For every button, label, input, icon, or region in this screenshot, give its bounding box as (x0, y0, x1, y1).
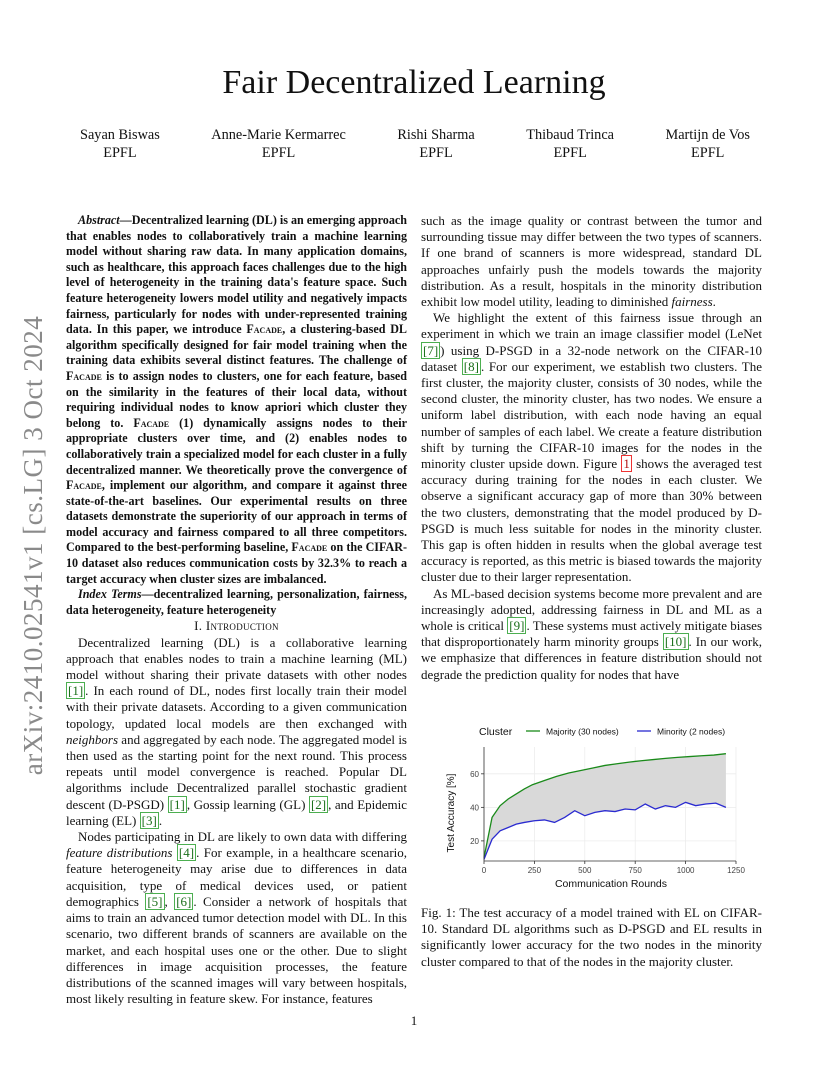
paragraph-text: . (158, 812, 163, 828)
citation-link[interactable]: [8] (463, 358, 479, 374)
author-name: Martijn de Vos (665, 127, 750, 143)
body-paragraph (66, 635, 407, 829)
abstract-dash: — (119, 213, 132, 227)
paragraph-text: shows the averaged test accuracy during training for the nodes in each cluster. We observe a significant accuracy gap of more than 30% between the two clusters, demonstrating that the model produced by D-PSGD is much less suitable for nodes in the minority cluster. This gap is often hidden in results when the global average test accuracy is reported, as this metric is biased towards the majority cluster due to their larger representation. (421, 456, 762, 585)
paragraph-text: . In each round of DL, nodes first locally train their model with their private datasets. According to a given communication topology, updated local models are then exchanged with (66, 683, 407, 731)
author (665, 126, 749, 162)
facade-name: Facade (291, 540, 328, 555)
index-terms (66, 587, 407, 618)
paragraph-text: . Consider a network of hospitals that aims to train an advanced tumor detection model with DL. In this scenario, two different brands of scanners are available on the market, and each hospital uses one or the other. Due to slight differences in image acquisition processes, the feature distributions of the scanned images will vary between hospitals, most likely resulting in feature skew. For instance, features (66, 893, 407, 1007)
accuracy-line-chart (436, 721, 756, 896)
author-affiliation: EPFL (261, 145, 296, 161)
author-name: Thibaud Trinca (526, 127, 615, 143)
paragraph-text: , (164, 893, 175, 909)
paragraph-text: such as the image quality or contrast between the tumor and surrounding tissue may differ between the two types of scanners. If one brand of scanners is more widespread, standard DL approaches unfairly push the models towards the majority distribution. As a result, hospitals in the minority distribution exhibit low model utility, leading to diminished (421, 213, 762, 310)
author-affiliation: EPFL (419, 145, 453, 161)
x-tick-label: 250 (527, 866, 542, 875)
author-affiliation: EPFL (553, 145, 587, 161)
author-name: Sayan Biswas (80, 127, 160, 143)
citation-link[interactable]: [3] (141, 812, 157, 828)
citation-link[interactable]: [7] (423, 342, 439, 358)
x-tick-label: 750 (628, 866, 642, 875)
citation-link[interactable]: [9] (509, 618, 525, 634)
paragraph-text: ) using D-PSGD in a 32-node network on the CIFAR-10 dataset (421, 342, 762, 374)
paragraph-text: , and Epidemic learning (EL) (66, 796, 408, 828)
x-tick-label: 1250 (727, 866, 745, 875)
legend-label-minority: Minority (2 nodes) (657, 726, 726, 737)
section-heading: I. Introduction (194, 618, 279, 634)
emphasized-text: fairness (671, 294, 713, 310)
accuracy-gap-area (484, 754, 726, 860)
author (526, 126, 614, 162)
body-paragraph (421, 213, 762, 310)
figure-reference-link[interactable]: 1 (623, 456, 630, 472)
paragraph-text: We highlight the extent of this fairness issue through an experiment in which we train an image classifier model (LeNet (421, 310, 762, 342)
page-number: 1 (410, 1013, 418, 1028)
facade-name: Facade (133, 415, 170, 430)
facade-name: Facade (246, 322, 283, 337)
arxiv-stamp (4, 295, 64, 795)
y-tick-label: 40 (470, 803, 479, 813)
paragraph-text: Decentralized learning (DL) is a collaborative learning approach that enables nodes to train a machine learning (ML) model without sharing their private datasets with other nodes (66, 634, 407, 683)
abstract-text: , a clustering-based DL algorithm specifically designed for fair model training when the training data exhibits several distinct features. The challenge of (66, 322, 407, 368)
author-affiliation: EPFL (691, 145, 725, 161)
body-paragraph (421, 310, 762, 585)
author-name: Anne-Marie Kermarrec (211, 127, 346, 143)
facade-name: Facade (66, 368, 102, 383)
abstract-label: Abstract (78, 213, 120, 227)
x-axis-label: Communication Rounds (554, 878, 668, 890)
facade-name: Facade (66, 478, 102, 493)
chart-legend (479, 726, 725, 738)
index-terms-text: decentralized learning, personalization, fairness, data heterogeneity, feature heterogeneity (66, 587, 407, 617)
emphasized-text: neighbors (66, 731, 118, 747)
right-column (421, 213, 762, 683)
citation-link[interactable]: [4] (178, 845, 195, 861)
abstract-text: Decentralized learning (DL) is an emerging approach that enables nodes to collaboratively train a machine learning model without sharing raw data. In many application domains, such as healthcare, this approach faces challenges due to the high level of heterogeneity in the training data's feature space. Such feature heterogeneity lowers model utility and negatively impacts fairness, particularly for nodes with under-represented training data. In this paper, we introduce (66, 213, 407, 337)
index-terms-label: Index Terms (78, 587, 142, 602)
legend-title: Cluster (479, 726, 513, 738)
left-column (66, 213, 407, 1007)
paragraph-text: Nodes participating in DL are likely to own data with differing (78, 829, 407, 845)
paper-title: Fair Decentralized Learning (222, 64, 606, 101)
author (397, 126, 474, 162)
x-tick-label: 500 (578, 866, 592, 875)
paragraph-text: . (712, 294, 716, 310)
body-paragraph (66, 829, 407, 1007)
paragraph-text: . In our work, we emphasize that differences in feature distribution should not degrade the prediction quality for nodes that have (421, 634, 762, 682)
y-tick-label: 60 (470, 769, 479, 779)
citation-link[interactable]: [2] (310, 796, 327, 812)
citation-link[interactable]: [10] (664, 634, 687, 650)
index-terms-dash: — (141, 587, 154, 602)
paragraph-text: . These systems must actively mitigate biases that disproportionately harm minority groups (421, 618, 763, 650)
abstract-text: (1) dynamically assigns nodes to their appropriate clusters over time, and (2) enables nodes to collaboratively train a specialized model for each cluster in a fully decentralized manner. We theoretically prove the convergence of (66, 415, 408, 477)
plot-area (470, 747, 745, 875)
citation-link[interactable]: [5] (147, 893, 163, 909)
x-tick-label: 1000 (676, 866, 695, 875)
abstract-text: , implement our algorithm, and compare it against three state-of-the-art baselines. Our experimental results on three datasets demonstrate the superiority of our approach in terms of model accuracy and fairness compared to all three competitors. Compared to the best-performing baseline, (66, 478, 407, 555)
paragraph-text: . For our experiment, we establish two clusters. The first cluster, the majority cluster, consists of 30 nodes, while the second cluster, the minority cluster, has two nodes. We ensure a uniform label distribution, with each node having an equal number of samples of each label. We create a feature distribution shift by turning the CIFAR-10 images for the nodes in the minority cluster upside down. Figure (421, 358, 763, 472)
figure-caption: Fig. 1: The test accuracy of a model trained with EL on CIFAR-10. Standard DL algorithms such as D-PSGD and EL results in significantly lower accuracy for the two nodes in the minority cluster compared to that of the nodes in the majority cluster. (421, 905, 762, 969)
legend-label-majority: Majority (30 nodes) (546, 726, 619, 737)
author (211, 126, 346, 162)
abstract-text: is to assign nodes to clusters, one for each feature, based on the similarity in the features of their local data, without requiring individual nodes to know apriori which cluster they belong to. (66, 368, 407, 430)
abstract-text: on the CIFAR-10 dataset also reduces communication costs by 32.3% to reach a target accuracy when cluster sizes are imbalanced. (66, 540, 407, 586)
paragraph-text: and aggregated by each node. The aggregated model is then used as the starting point for the next round. This process repeats until model convergence is reached. Popular DL algorithms include Decentralized parallel stochastic gradient descent (D-PSGD) (66, 731, 407, 812)
author-affiliation: EPFL (103, 145, 137, 161)
paragraph-text: , Gossip learning (GL) (186, 796, 309, 812)
arxiv-identifier: arXiv:2410.02541v1 [cs.LG] 3 Oct 2024 (18, 315, 49, 775)
body-paragraph (421, 586, 762, 683)
paragraph-text: . For example, in a healthcare scenario, feature heterogeneity may arise due to differences in data acquisition, type of medical devices used, or patient demographics (66, 845, 408, 909)
citation-link[interactable]: [1] (68, 683, 84, 699)
paragraph-text: As ML-based decision systems become more prevalent and are increasingly adopted, addressing fairness in DL and ML as a whole is critical (421, 585, 762, 634)
author (80, 126, 160, 162)
x-tick-label: 0 (481, 866, 487, 875)
author-list (80, 126, 750, 162)
y-tick-label: 20 (470, 836, 479, 846)
citation-link[interactable]: [6] (176, 893, 192, 909)
figure-1 (436, 721, 756, 896)
abstract (66, 213, 407, 587)
citation-link[interactable]: [1] (169, 796, 185, 812)
emphasized-text: feature distributions (66, 845, 173, 861)
author-name: Rishi Sharma (397, 127, 475, 143)
y-axis-label: Test Accuracy [%] (446, 773, 457, 853)
